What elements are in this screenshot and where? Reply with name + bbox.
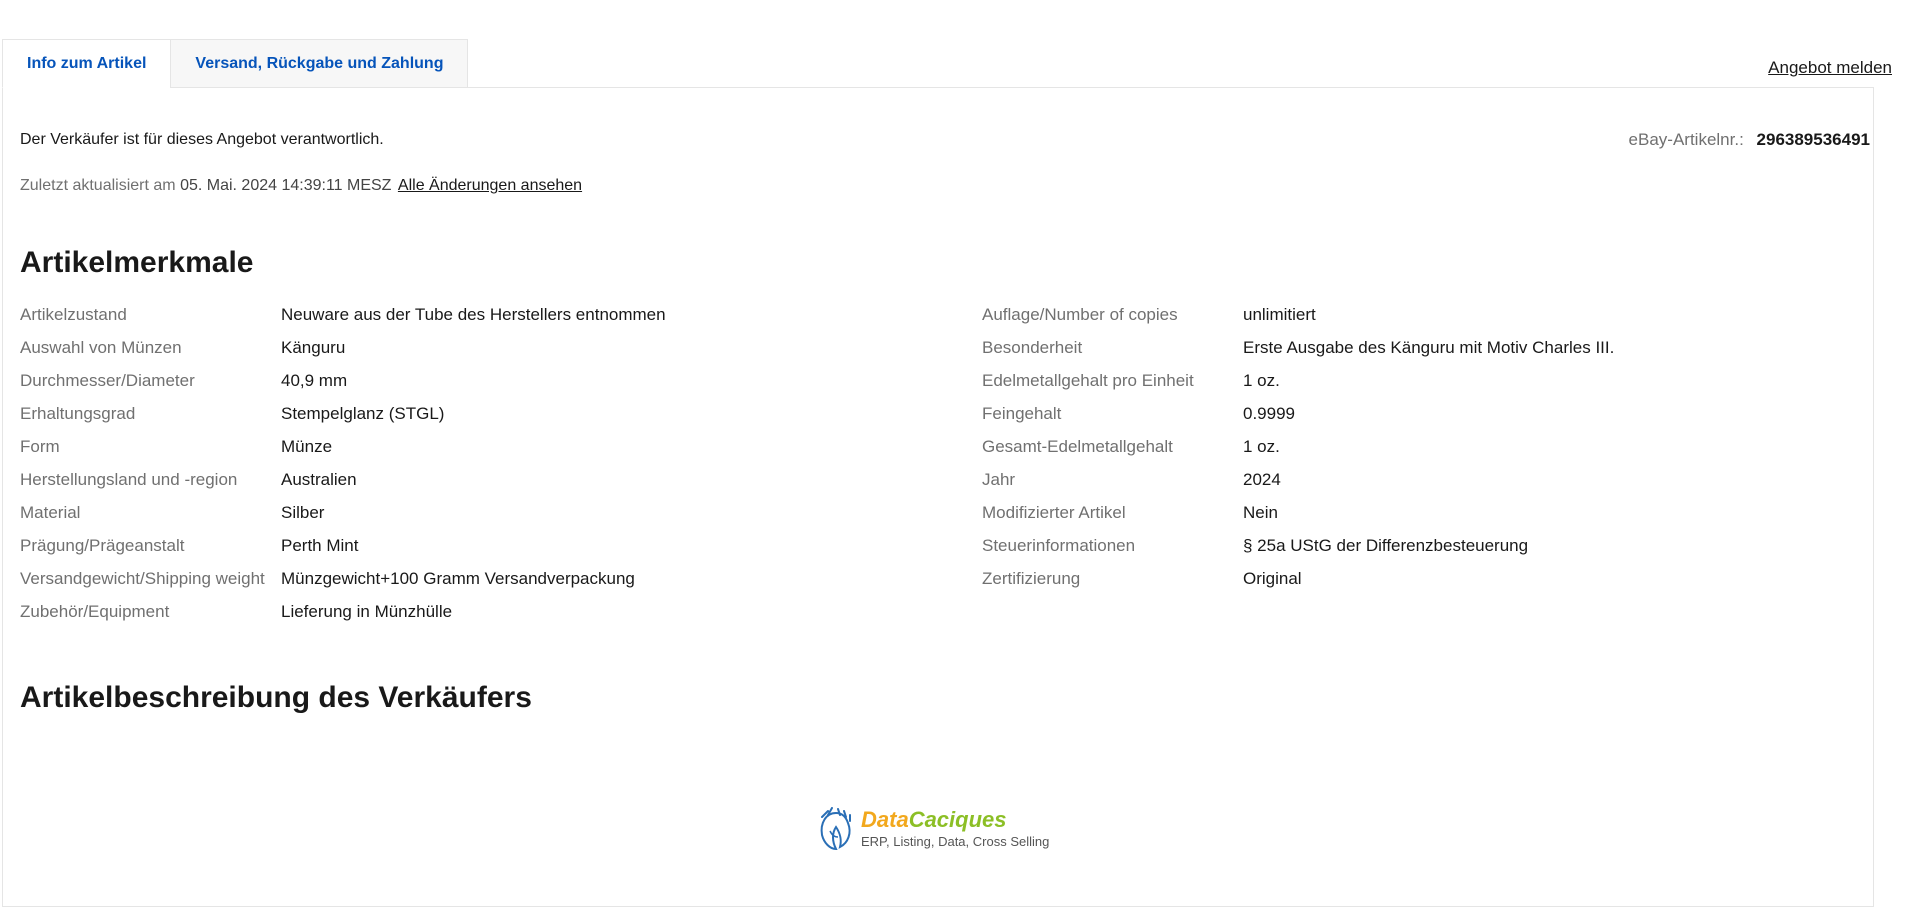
specifics-right-column xyxy=(982,303,1920,600)
logo-tagline: ERP, Listing, Data, Cross Selling xyxy=(861,834,1050,849)
spec-label: Durchmesser/Diameter xyxy=(20,371,195,390)
spec-value: Perth Mint xyxy=(281,536,359,555)
spec-value: Lieferung in Münzhülle xyxy=(281,602,453,621)
report-listing-link[interactable]: Angebot melden xyxy=(1768,58,1892,77)
spec-value: Stempelglanz (STGL) xyxy=(281,404,445,423)
logo-brand: DataCaciques xyxy=(861,807,1007,832)
spec-label: Auflage/Number of copies xyxy=(982,305,1178,324)
spec-row xyxy=(20,402,960,425)
spec-row xyxy=(20,435,960,458)
spec-row xyxy=(20,468,960,491)
spec-value: 1 oz. xyxy=(1243,371,1280,390)
spec-label: Erhaltungsgrad xyxy=(20,404,136,423)
last-updated-date: 05. Mai. 2024 14:39:11 MESZ xyxy=(180,177,392,194)
spec-row xyxy=(982,435,1920,458)
spec-row xyxy=(982,336,1920,359)
spec-value: 40,9 mm xyxy=(281,371,348,390)
chief-headdress-icon xyxy=(816,807,856,851)
spec-label: Zubehör/Equipment xyxy=(20,602,170,621)
tab-item-info[interactable]: Info zum Artikel xyxy=(2,39,170,88)
tab-shipping-returns-payment[interactable]: Versand, Rückgabe und Zahlung xyxy=(170,39,468,88)
spec-label: Zertifizierung xyxy=(982,569,1081,588)
item-number xyxy=(1629,130,1870,150)
spec-row xyxy=(982,468,1920,491)
spec-value: Erste Ausgabe des Känguru mit Motiv Charles III. xyxy=(1243,338,1615,357)
spec-value: Original xyxy=(1243,569,1302,588)
spec-label: Edelmetallgehalt pro Einheit xyxy=(982,371,1194,390)
datacaciques-logo xyxy=(816,805,1056,853)
item-specifics-heading: Artikelmerkmale xyxy=(20,246,254,279)
spec-row xyxy=(20,534,960,557)
spec-value: Nein xyxy=(1243,503,1278,522)
spec-label: Artikelzustand xyxy=(20,305,127,324)
seller-description-heading: Artikelbeschreibung des Verkäufers xyxy=(20,681,532,714)
specifics-left-column xyxy=(20,303,960,633)
spec-row xyxy=(20,303,960,326)
spec-label: Form xyxy=(20,437,60,456)
spec-row xyxy=(20,369,960,392)
spec-row xyxy=(982,369,1920,392)
spec-value: Känguru xyxy=(281,338,346,357)
spec-label: Gesamt-Edelmetallgehalt xyxy=(982,437,1173,456)
last-updated xyxy=(20,177,582,195)
tab-bar xyxy=(2,39,468,88)
spec-row xyxy=(20,501,960,524)
spec-row xyxy=(20,336,960,359)
spec-row xyxy=(982,402,1920,425)
spec-value: 2024 xyxy=(1243,470,1281,489)
spec-value: § 25a UStG der Differenzbesteuerung xyxy=(1243,536,1529,555)
spec-row xyxy=(982,567,1920,590)
spec-label: Steuerinformationen xyxy=(982,536,1136,555)
spec-row xyxy=(20,600,960,623)
spec-label: Versandgewicht/Shipping weight xyxy=(20,569,265,588)
spec-label: Besonderheit xyxy=(982,338,1083,357)
spec-label: Herstellungsland und -region xyxy=(20,470,238,489)
spec-value: Silber xyxy=(281,503,325,522)
spec-label: Auswahl von Münzen xyxy=(20,338,182,357)
spec-row xyxy=(982,501,1920,524)
spec-label: Material xyxy=(20,503,81,522)
seller-responsible-text: Der Verkäufer ist für dieses Angebot verantwortlich. xyxy=(20,131,384,148)
view-all-changes-link[interactable]: Alle Änderungen ansehen xyxy=(397,177,583,194)
spec-value: Australien xyxy=(281,470,357,489)
spec-value: Neuware aus der Tube des Herstellers entnommen xyxy=(281,305,666,324)
spec-label: Feingehalt xyxy=(982,404,1062,423)
spec-value: Münzgewicht+100 Gramm Versandverpackung xyxy=(281,569,635,588)
item-number-value: 296389536491 xyxy=(1756,130,1870,149)
spec-label: Modifizierter Artikel xyxy=(982,503,1126,522)
spec-label: Prägung/Prägeanstalt xyxy=(20,536,185,555)
last-updated-label: Zuletzt aktualisiert am xyxy=(20,177,176,194)
spec-value: 1 oz. xyxy=(1243,437,1280,456)
spec-value: unlimitiert xyxy=(1243,305,1316,324)
spec-value: Münze xyxy=(281,437,333,456)
spec-label: Jahr xyxy=(982,470,1016,489)
spec-row xyxy=(982,303,1920,326)
spec-row xyxy=(982,534,1920,557)
spec-row xyxy=(20,567,960,590)
item-number-label: eBay-Artikelnr.: xyxy=(1628,130,1744,149)
spec-value: 0.9999 xyxy=(1243,404,1295,423)
